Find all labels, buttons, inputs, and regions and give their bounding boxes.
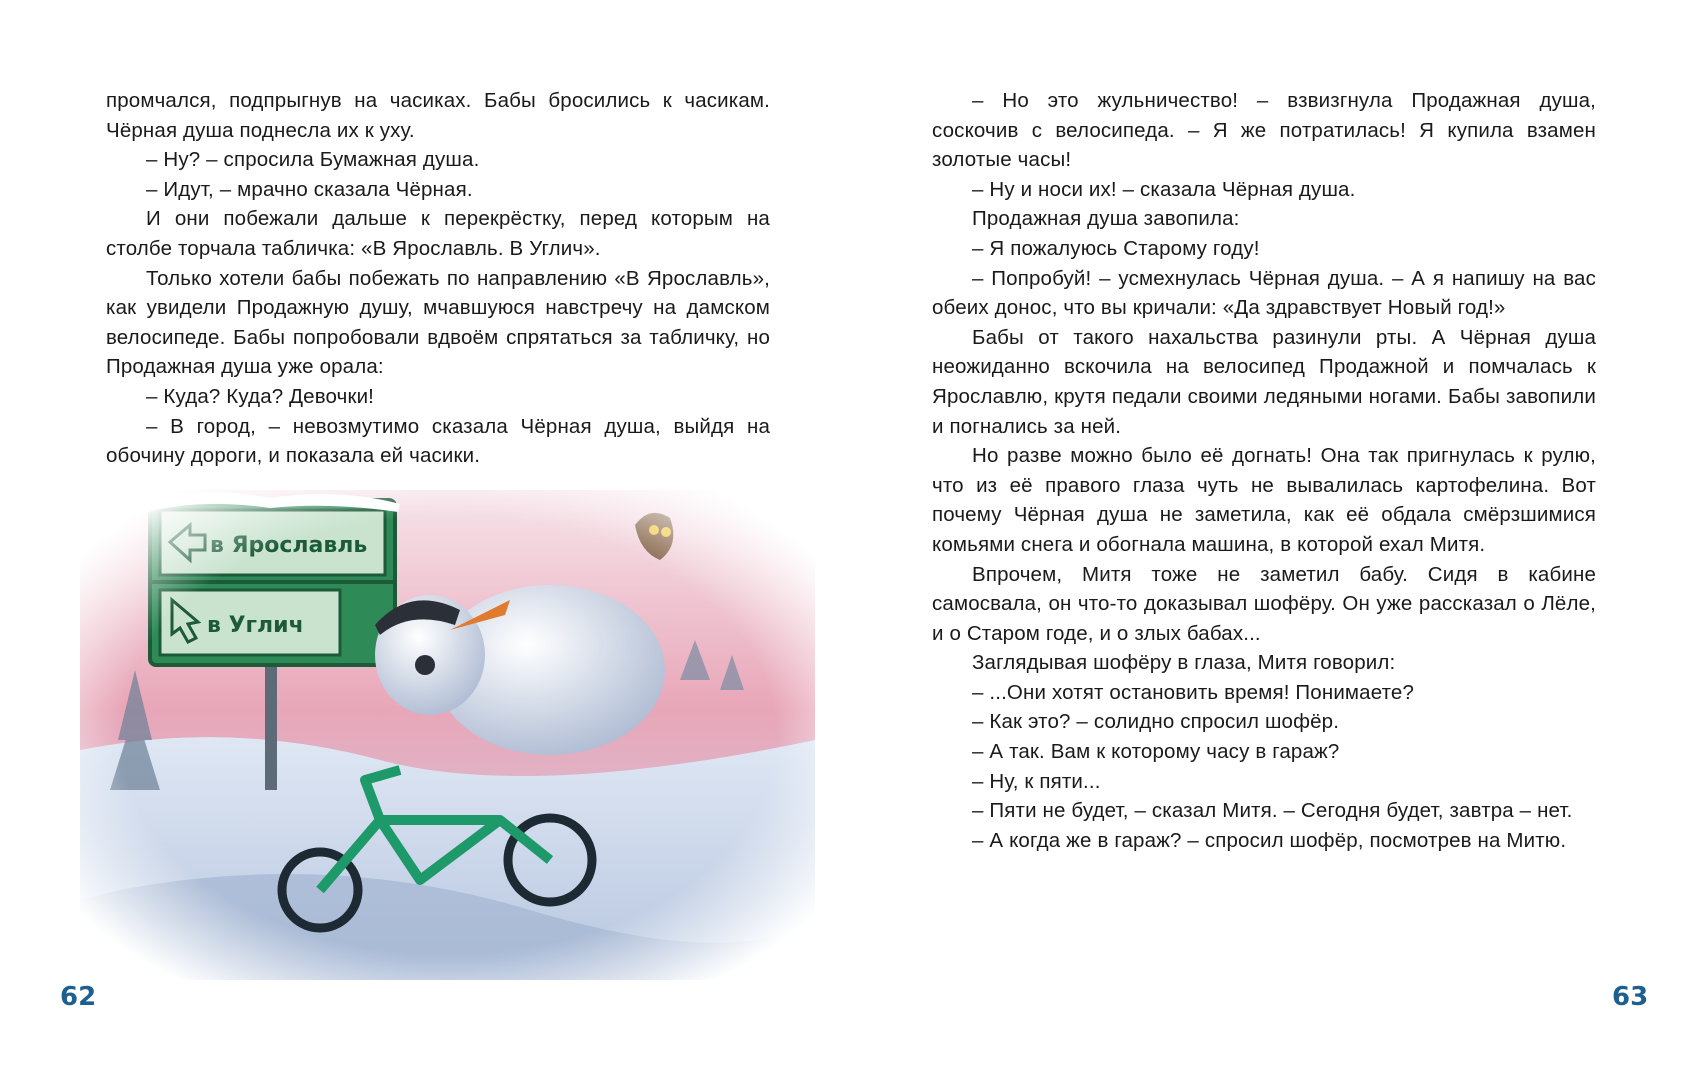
paragraph: – Ну? – спросила Бумажная душа.: [146, 148, 480, 172]
paragraph: промчался, подпрыгнув на часиках. Бабы бросились к часикам. Чёрная душа поднесла их к уху.: [106, 89, 770, 142]
paragraph: – Но это жульничество! – взвизгнула Продажная душа, соскочив с велосипеда. – Я же потратилась! Я купила взамен золотые часы!: [932, 89, 1596, 172]
paragraph: Заглядывая шофёру в глаза, Митя говорил:: [972, 651, 1396, 675]
paragraph: Только хотели бабы побежать по направлению «В Ярославль», как увидели Продажную душу, мчавшуюся навстречу на дамском велосипеде. Бабы попробовали вдвоём спрятаться за табличку, но Продажная душа уже орала:: [106, 266, 770, 379]
paragraph: – Я пожалуюсь Старому году!: [972, 236, 1260, 260]
paragraph: – В город, – невозмутимо сказала Чёрная душа, выйдя на обочину дороги, и показала ей часики.: [106, 414, 770, 468]
paragraph: Бабы от такого нахальства разинули рты. А Чёрная душа неожиданно вскочила на велосипед Продажной и помчалась к Ярославлю, крутя педали своими ледяными ногами. Бабы завопили и погнались за ней.: [932, 325, 1596, 438]
paragraph: – Пяти не будет, – сказал Митя. – Сегодня будет, завтра – нет.: [972, 799, 1573, 823]
paragraph: – Попробуй! – усмехнулась Чёрная душа. – А я напишу на вас обеих донос, что вы кричали: «Да здравствует Новый год!»: [932, 266, 1596, 320]
page-number: 62: [60, 982, 97, 1012]
paragraph: – Идут, – мрачно сказала Чёрная.: [146, 177, 473, 201]
left-text-block: [106, 86, 770, 471]
paragraph: – Ну, к пяти...: [972, 769, 1101, 793]
right-page: [843, 0, 1686, 1080]
right-text-block: [932, 86, 1596, 855]
paragraph: Но разве можно было её догнать! Она так пригнулась к рулю, что из её правого глаза чуть не вывалилась картофелина. Вот почему Чёрная душа не заметила, как её обдала смёрзшимися комьями снега и обогнала машина, в которой ехал Митя.: [932, 444, 1596, 556]
paragraph: – Как это? – солидно спросил шофёр.: [972, 710, 1340, 734]
paragraph: – А так. Вам к которому часу в гараж?: [972, 740, 1340, 764]
paragraph: – ...Они хотят остановить время! Понимаете?: [972, 680, 1414, 704]
paragraph: И они побежали дальше к перекрёстку, перед которым на столбе торчала табличка: «В Ярославль. В Углич».: [106, 207, 770, 260]
paragraph: Впрочем, Митя тоже не заметил бабу. Сидя в кабине самосвала, он что-то доказывал шофёру. Он уже рассказал о Лёле, и о Старом годе, и о злых бабах...: [932, 562, 1596, 645]
paragraph: – А когда же в гараж? – спросил шофёр, посмотрев на Митю.: [972, 828, 1567, 852]
paragraph: Продажная душа завопила:: [972, 207, 1240, 231]
paragraph: – Ну и носи их! – сказала Чёрная душа.: [972, 177, 1356, 201]
page-number: 63: [1612, 982, 1649, 1012]
paragraph: – Куда? Куда? Девочки!: [146, 384, 375, 408]
snowman-bicycle-illustration: [80, 490, 815, 980]
